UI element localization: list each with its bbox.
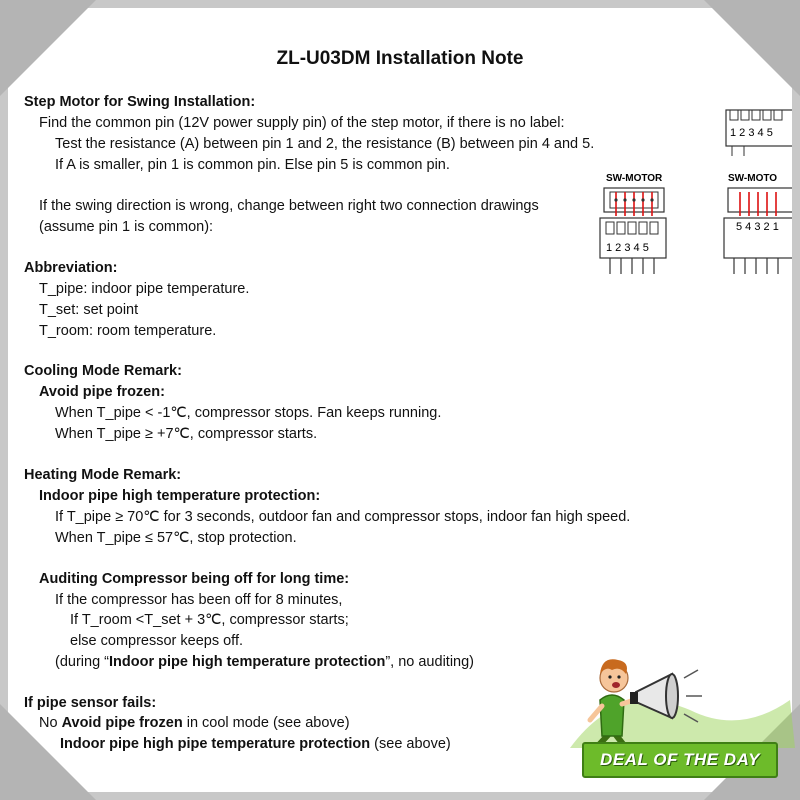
sensor-line-post: (see above) <box>370 736 451 752</box>
sensor-line <box>60 735 451 753</box>
step-motor-heading: Step Motor for Swing Installation: <box>24 94 256 110</box>
heating-line: If the compressor has been off for 8 minutes, <box>55 592 343 608</box>
deal-of-the-day-badge <box>560 640 800 800</box>
heating-note-pre: (during “ <box>55 654 109 670</box>
sw-motor-pins-right: 5 4 3 2 1 <box>736 221 779 233</box>
frame-left-edge <box>0 0 8 800</box>
heating-note-post: ”, no auditing) <box>385 654 474 670</box>
sw-motor-pins-left: 1 2 3 4 5 <box>606 242 649 254</box>
step-motor-line: If A is smaller, pin 1 is common pin. Else pin 5 is common pin. <box>55 157 450 173</box>
corner-bevel-top-right <box>704 0 800 96</box>
sw-motor-label-right: SW-MOTO <box>728 173 778 184</box>
top-connector-pins: 1 2 3 4 5 <box>730 127 773 139</box>
abbreviation-item: T_room: room temperature. <box>39 323 217 339</box>
cooling-line: When T_pipe ≥ +7℃, compressor starts. <box>55 426 318 442</box>
heating-heading: Heating Mode Remark: <box>24 467 182 483</box>
sw-motor-diagram-left <box>596 170 676 278</box>
step-motor-line: If the swing direction is wrong, change between right two connection drawings <box>39 198 539 214</box>
heating-note <box>55 653 474 671</box>
step-motor-line: Test the resistance (A) between pin 1 and 2, the resistance (B) between pin 4 and 5. <box>55 136 595 152</box>
heating-subheading-protection: Indoor pipe high temperature protection: <box>39 488 321 504</box>
abbreviation-heading: Abbreviation: <box>24 260 118 276</box>
frame-top-edge <box>0 0 800 8</box>
abbreviation-item: T_pipe: indoor pipe temperature. <box>39 281 250 297</box>
heating-subheading-auditing: Auditing Compressor being off for long time: <box>39 571 350 587</box>
deal-of-the-day-banner: DEAL OF THE DAY <box>582 742 778 778</box>
sw-motor-label: SW-MOTOR <box>606 173 663 184</box>
sensor-line-pre: No <box>39 715 62 731</box>
step-motor-line: (assume pin 1 is common): <box>39 219 214 235</box>
sensor-line-post: in cool mode (see above) <box>182 715 350 731</box>
heating-note-bold: Indoor pipe high temperature protection <box>109 654 386 670</box>
sw-motor-diagram-right <box>720 170 800 278</box>
heating-line: If T_room <T_set + 3℃, compressor starts; <box>70 612 349 628</box>
document-title: ZL-U03DM Installation Note <box>276 48 524 69</box>
heating-line: When T_pipe ≤ 57℃, stop protection. <box>55 530 297 546</box>
cooling-subheading: Avoid pipe frozen: <box>39 384 165 400</box>
corner-bevel-top-left <box>0 0 96 96</box>
megaphone-mascot-icon <box>560 640 800 750</box>
sensor-line-bold: Indoor pipe high pipe temperature protection <box>60 736 371 752</box>
heating-line: else compressor keeps off. <box>70 633 244 649</box>
top-connector-diagram <box>724 108 800 158</box>
sensor-line-bold: Avoid pipe frozen <box>61 715 183 731</box>
step-motor-line: Find the common pin (12V power supply pin) of the step motor, if there is no label: <box>39 115 565 131</box>
cooling-line: When T_pipe < -1℃, compressor stops. Fan keeps running. <box>55 405 442 421</box>
abbreviation-item: T_set: set point <box>39 302 139 318</box>
corner-bevel-bottom-left <box>0 704 96 800</box>
heating-line: If T_pipe ≥ 70℃ for 3 seconds, outdoor fan and compressor stops, indoor fan high speed. <box>55 509 631 525</box>
cooling-heading: Cooling Mode Remark: <box>24 363 182 379</box>
sensor-heading: If pipe sensor fails: <box>24 695 157 711</box>
